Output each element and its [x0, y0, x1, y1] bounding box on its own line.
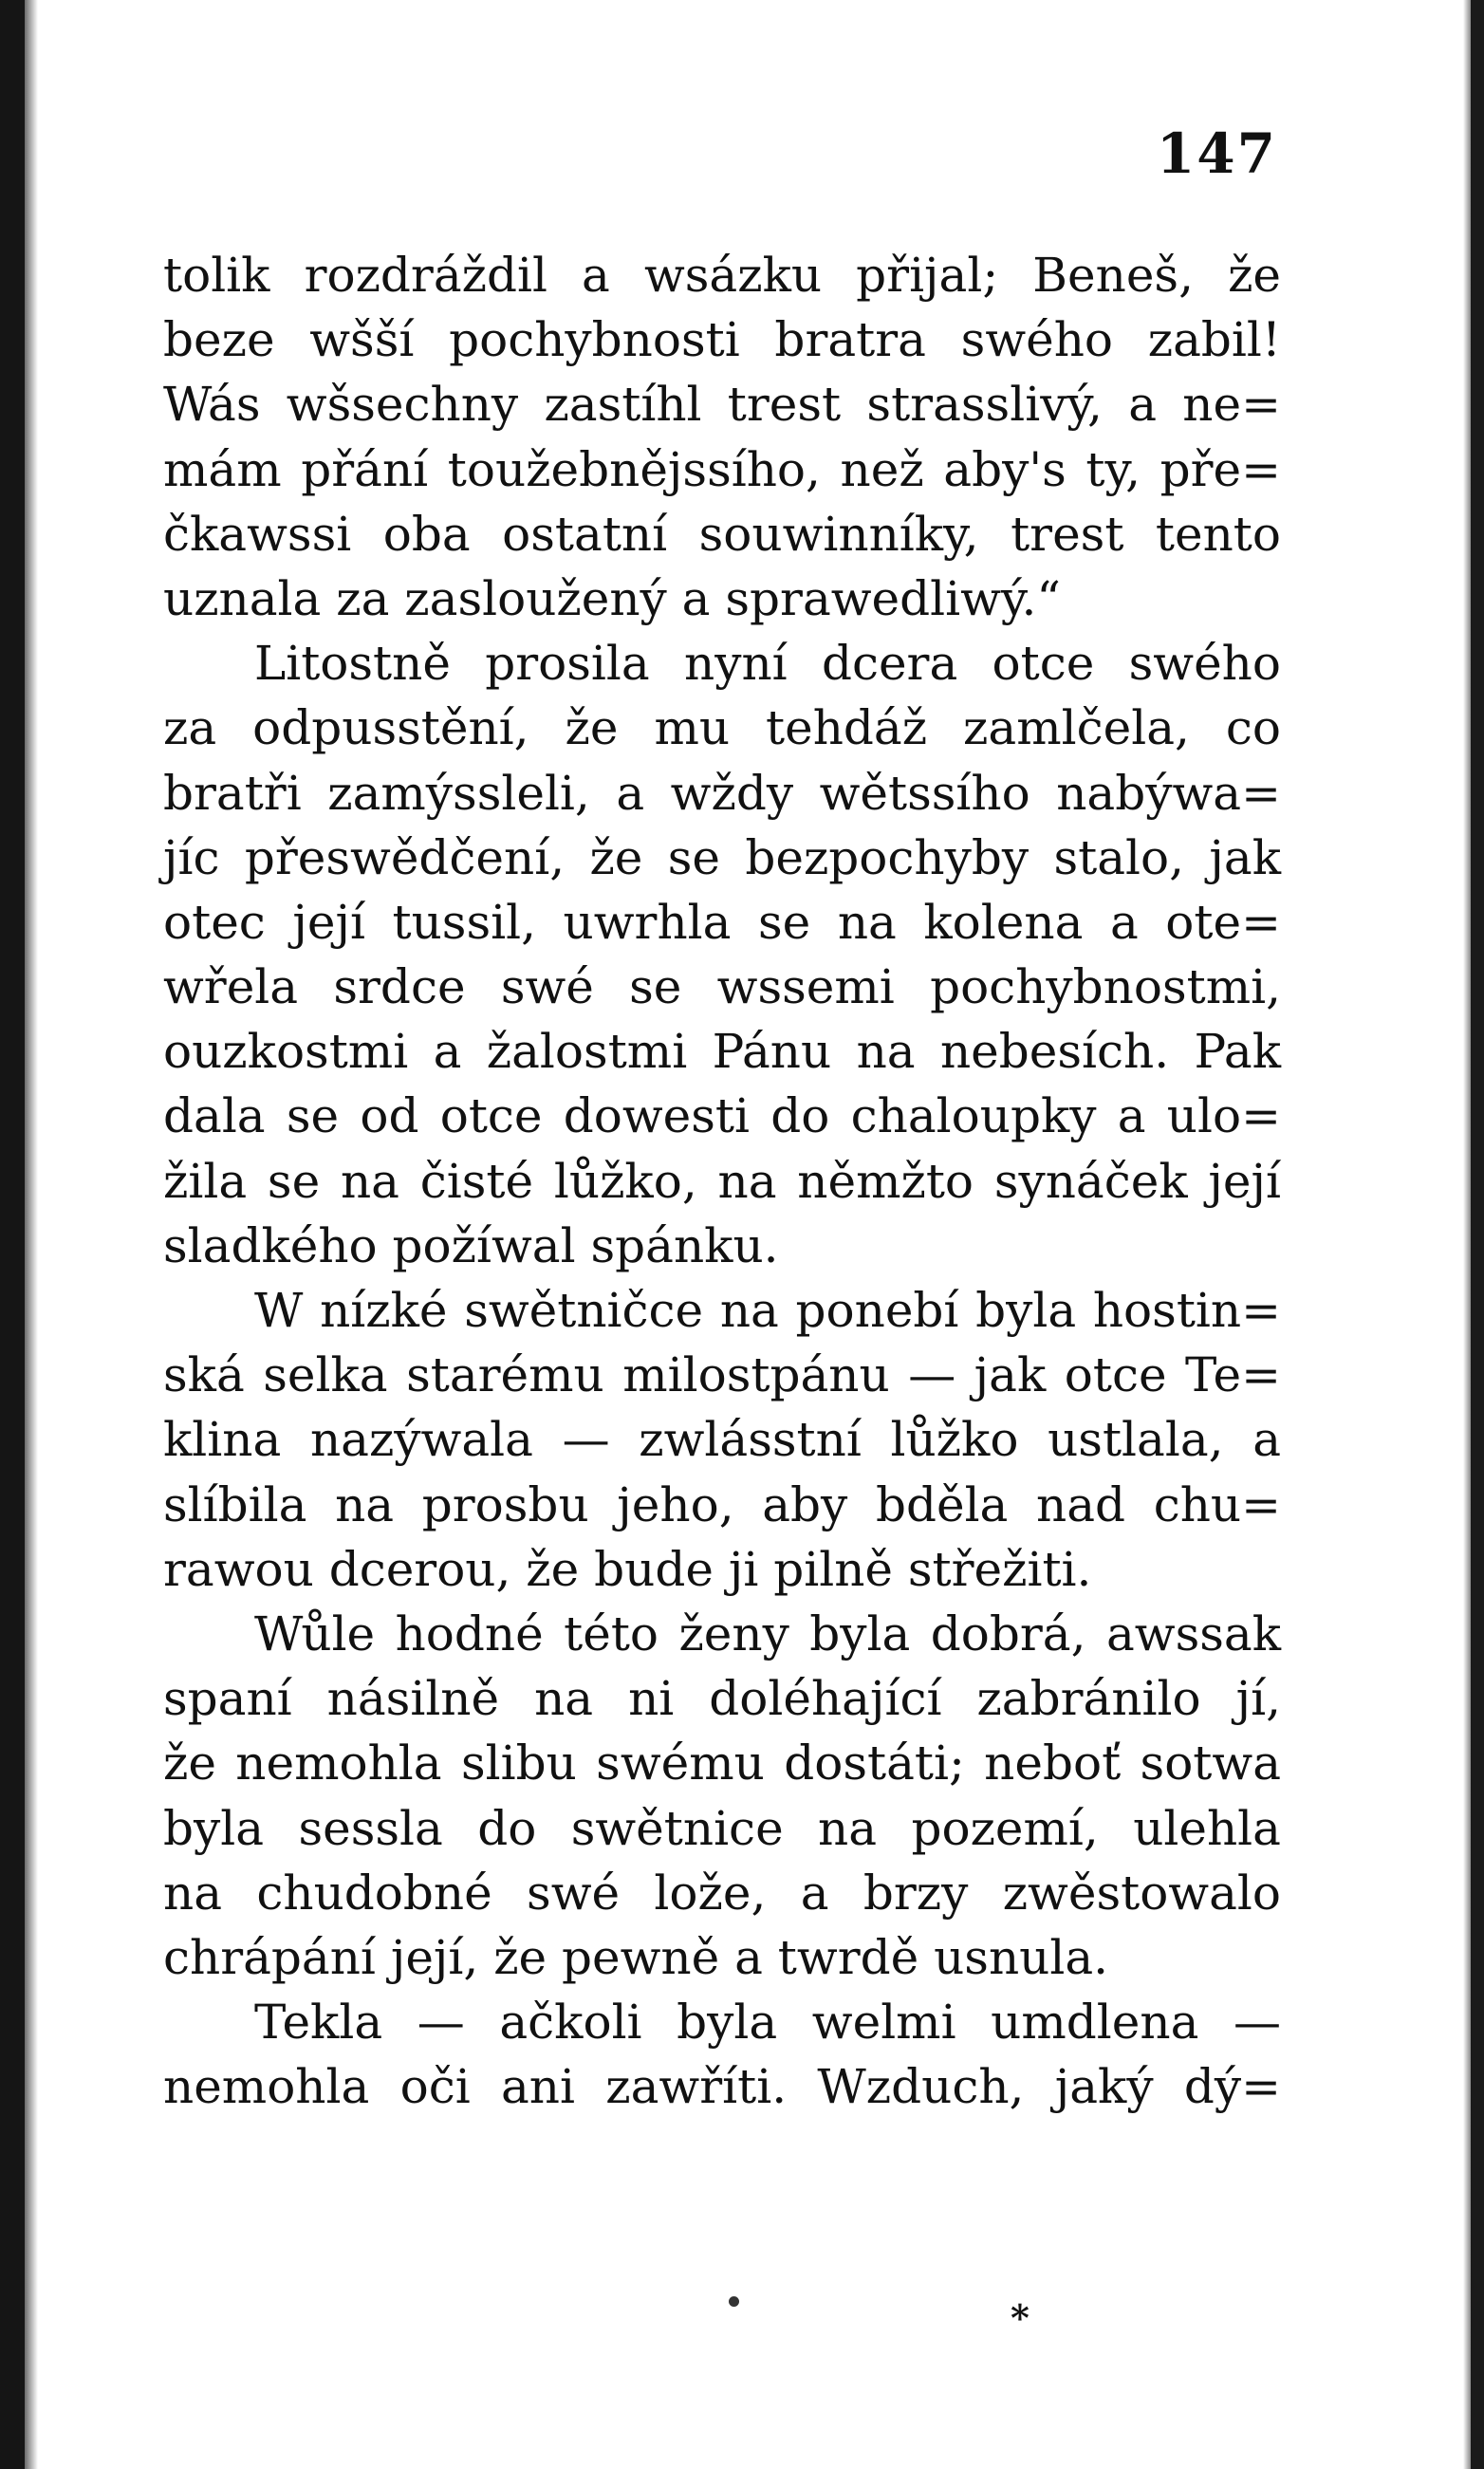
text-line: beze wšší pochybnosti bratra swého zabil!: [163, 312, 1281, 368]
paragraph-end-line: chrápání její, že pewně a twrdě usnula.: [163, 1929, 1109, 1985]
text-line: bratři zamýssleli, a wždy wětssího nabýwa=: [163, 765, 1281, 821]
text-line: ouzkostmi a žalostmi Pánu na nebesích. Pak: [163, 1024, 1281, 1080]
text-line: žila se na čisté lůžko, na němžto synáček její: [163, 1153, 1281, 1209]
body-text: [163, 243, 1281, 2119]
signature-mark: *: [1011, 2296, 1030, 2339]
text-line: byla sessla do swětnice na pozemí, ulehla: [163, 1800, 1281, 1856]
paper-speck: [729, 2296, 739, 2307]
text-line: ská selka starému milostpánu — jak otce Te=: [163, 1347, 1281, 1403]
paragraph-end-line: rawou dcerou, že bude ji pilně střežiti.: [163, 1541, 1092, 1597]
text-line: otec její tussil, uwrhla se na kolena a ote=: [163, 894, 1281, 950]
text-line: klina nazýwala — zwlásstní lůžko ustlala, a: [163, 1412, 1281, 1468]
paragraph-first-line: Tekla — ačkoli byla welmi umdlena —: [254, 1995, 1281, 2051]
text-line: spaní násilně na ni doléhající zabránilo jí,: [163, 1671, 1281, 1727]
text-line: čkawssi oba ostatní souwinníky, trest tento: [163, 506, 1281, 562]
text-line: nemohla oči ani zawříti. Wzduch, jaký dý=: [163, 2059, 1281, 2115]
text-line: slíbila na prosbu jeho, aby bděla nad chu=: [163, 1476, 1281, 1532]
paragraph-first-line: W nízké swětničce na ponebí byla hostin=: [254, 1283, 1281, 1338]
paragraph-end-line: uznala za zasloužený a sprawedliwý.“: [163, 570, 1061, 626]
text-line: dala se od otce dowesti do chaloupky a ulo=: [163, 1088, 1281, 1144]
text-line: za odpusstění, že mu tehdáž zamlčela, co: [163, 700, 1281, 756]
paragraph-first-line: Wůle hodné této ženy byla dobrá, awssak: [254, 1606, 1281, 1661]
book-spine-shadow: [0, 0, 25, 2469]
gutter-gradient: [25, 0, 38, 2469]
page-edge-dark: [1471, 0, 1484, 2469]
text-line: na chudobné swé lože, a brzy zwěstowalo: [163, 1865, 1281, 1921]
text-line: mám přání toužebnějssího, než aby's ty, pře=: [163, 441, 1281, 497]
text-line: wřela srdce swé se wssemi pochybnostmi,: [163, 959, 1281, 1015]
paragraph-first-line: Litostně prosila nyní dcera otce swého: [254, 636, 1281, 692]
text-line: tolik rozdráždil a wsázku přijal; Beneš, že: [163, 248, 1281, 303]
page-number: 147: [1156, 121, 1277, 186]
paragraph-end-line: sladkého požíwal spánku.: [163, 1217, 779, 1273]
text-line: že nemohla slibu swému dostáti; neboť sotwa: [163, 1736, 1281, 1791]
text-line: Wás wšsechny zastíhl trest strasslivý, a ne=: [163, 377, 1281, 433]
page-edge-gradient: [1463, 0, 1471, 2469]
text-line: jíc přeswědčení, že se bezpochyby stalo, jak: [163, 829, 1281, 885]
